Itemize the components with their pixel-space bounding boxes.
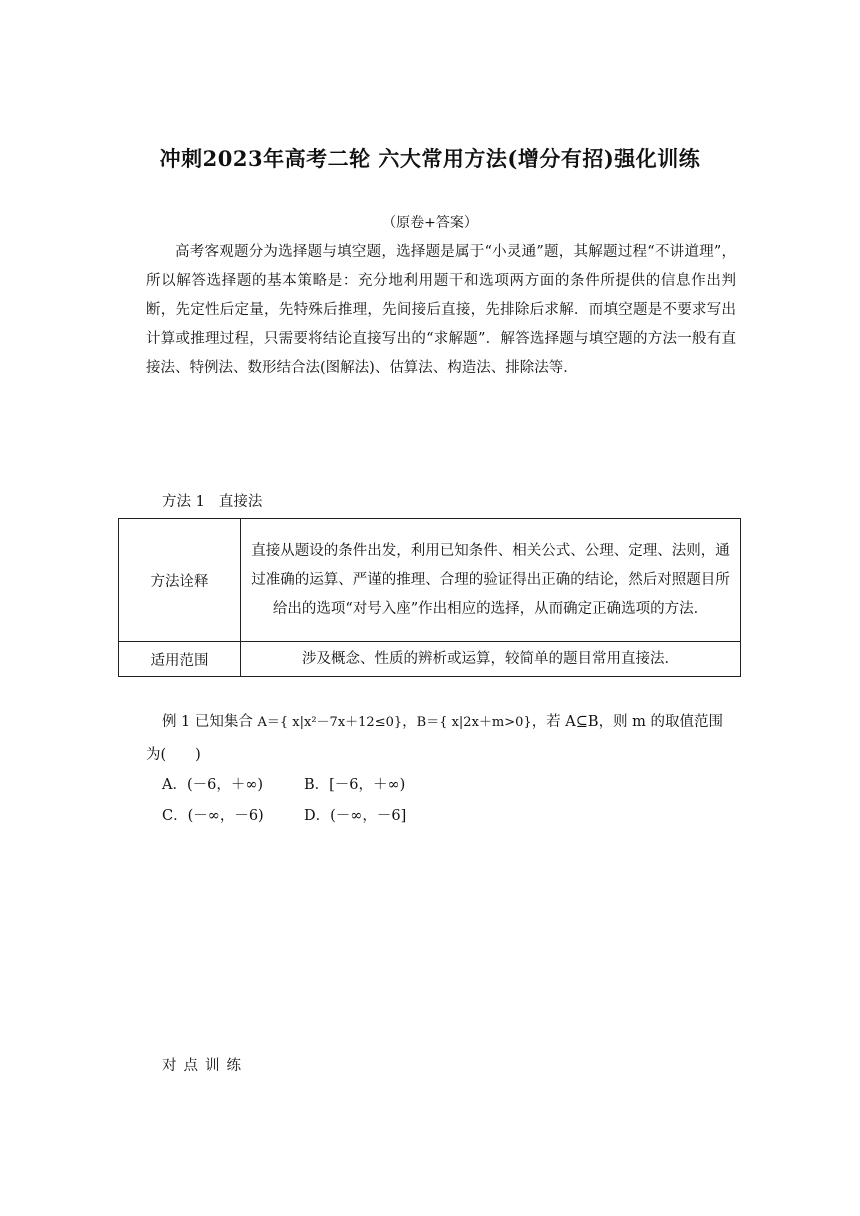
- example-separator: ，: [402, 714, 417, 730]
- section-heading: [162, 490, 262, 511]
- table-row: [119, 642, 741, 677]
- table-label-cell: 方法诠释: [119, 519, 241, 642]
- options-row-2: [162, 804, 406, 825]
- option-d: D．(－∞，－6]: [304, 808, 407, 824]
- intro-paragraph: 高考客观题分为选择题与填空题，选择题是属于“小灵通”题，其解题过程“不讲道理”，所以解答选择题的基本策略是：充分地利用题干和选项两方面的条件所提供的信息作出判断，先定性后定量，先特殊后推理，先间接后直接，先排除后求解．而填空题是不要求写出计算或推理过程，只需要将结论直接写出的“求解题”．解答选择题与填空题的方法一般有直接法、特例法、数形结合法(图解法)、估算法、构造法、排除法等．: [146, 244, 736, 376]
- option-a: A．(－6，＋∞): [162, 777, 264, 793]
- example-suffix: ，若 A⊆B，则 m 的取值范围为( ): [146, 714, 724, 763]
- method-table: [118, 518, 741, 677]
- table-content-cell: 涉及概念、性质的辨析或运算，较简单的题目常用直接法．: [241, 642, 741, 677]
- option-c: C．(－∞，－6): [162, 808, 264, 824]
- table-label-cell: 适用范围: [119, 642, 241, 677]
- set-b-expression: B＝{ x|2x＋m>0}: [416, 715, 532, 730]
- table-content-cell: 直接从题设的条件出发，利用已知条件、相关公式、公理、定理、法则，通过准确的运算、严谨的推理、合理的验证得出正确的结论，然后对照题目所给出的选项“对号入座”作出相应的选择，从而确定正确选项的方法．: [241, 519, 741, 642]
- example-prefix: 例 1 已知集合: [161, 714, 258, 730]
- set-a-expression: A＝{ x|x²－7x＋12≤0}: [257, 715, 403, 730]
- practice-heading: 对点训练: [162, 1058, 248, 1074]
- options-row-1: [162, 773, 405, 794]
- table-row: [119, 519, 741, 642]
- section-label: 方法 1: [162, 494, 205, 510]
- example-question: [146, 706, 736, 771]
- document-title: 冲刺2023年高考二轮 六大常用方法(增分有招)强化训练: [159, 146, 701, 171]
- document-subtitle: （原卷+答案）: [382, 215, 478, 231]
- section-name: 直接法: [218, 494, 263, 510]
- option-b: B．[－6，＋∞): [304, 777, 406, 793]
